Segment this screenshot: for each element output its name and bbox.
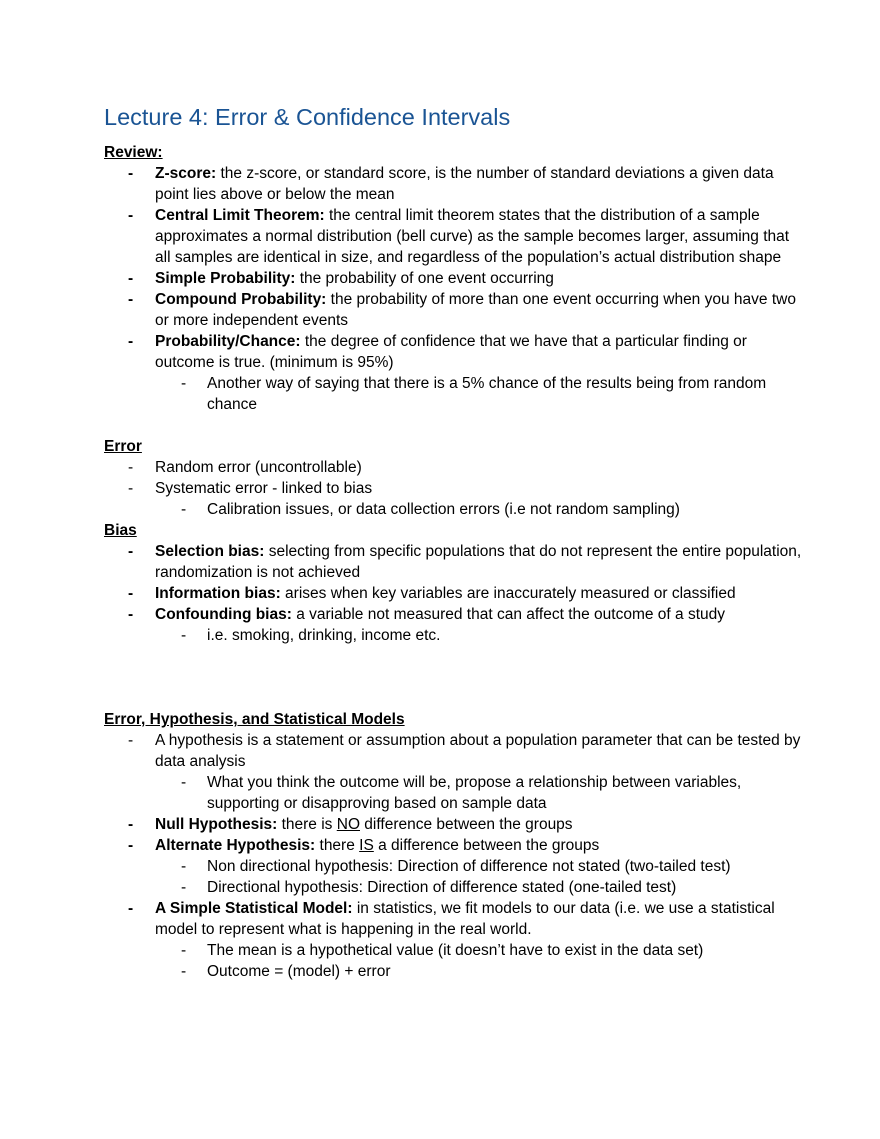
bullet-dash: - [128, 732, 134, 749]
bullet-dash: - [128, 543, 134, 560]
term-compound-probability: Compound Probability: [155, 291, 327, 308]
sub-item-text: What you think the outcome will be, propose a relationship between variables, supporting or disapproving based on sample data [207, 774, 742, 812]
sub-item-outcome [155, 772, 804, 814]
review-heading: Review: [104, 144, 163, 161]
bullet-dash: - [181, 501, 187, 518]
list-item-z-score [104, 163, 804, 205]
definition-z-score: the z-score, or standard score, is the number of standard deviations a given data point lies above or below the mean [155, 165, 774, 203]
bullet-dash: - [128, 291, 134, 308]
item-text: A hypothesis is a statement or assumption about a population parameter that can be tested by data analysis [155, 732, 801, 770]
sub-item-examples [155, 625, 804, 646]
sub-list [155, 373, 804, 415]
bullet-dash: - [128, 207, 134, 224]
emphasis-is: IS [359, 837, 374, 854]
bullet-dash: - [181, 774, 187, 791]
definition-compound-probability: the probability of more than one event occurring when you have two or more independent events [155, 291, 796, 329]
bullet-dash: - [181, 942, 187, 959]
list-item-random-error [104, 457, 804, 478]
text-part: a difference between the groups [373, 837, 600, 854]
bias-heading: Bias [104, 522, 137, 539]
sub-list [155, 625, 804, 646]
term-null-hypothesis: Null Hypothesis: [155, 816, 278, 833]
sub-list [155, 499, 804, 520]
bullet-dash: - [181, 375, 187, 392]
sub-item-text: i.e. smoking, drinking, income etc. [207, 627, 441, 644]
term-simple-probability: Simple Probability: [155, 270, 296, 287]
list-item-selection-bias [104, 541, 804, 583]
bullet-dash: - [128, 900, 134, 917]
definition-selection-bias: selecting from specific populations that do not represent the entire population, randomization is not achieved [155, 543, 802, 581]
definition-simple-statistical-model: in statistics, we fit models to our data (i.e. we use a statistical model to represent what is happening in the real world. [155, 900, 775, 938]
list-item-null-hypothesis [104, 814, 804, 835]
error-heading: Error [104, 438, 142, 455]
item-text: Systematic error - linked to bias [155, 480, 373, 497]
models-heading: Error, Hypothesis, and Statistical Models [104, 711, 405, 728]
sub-list [155, 772, 804, 814]
list-item-compound-probability [104, 289, 804, 331]
definition-simple-probability: the probability of one event occurring [295, 270, 554, 287]
spacer [104, 415, 804, 436]
term-information-bias: Information bias: [155, 585, 281, 602]
term-central-limit-theorem: Central Limit Theorem: [155, 207, 325, 224]
bullet-dash: - [128, 585, 134, 602]
sub-list [155, 856, 804, 898]
spacer [104, 646, 804, 709]
list-item-systematic-error [104, 478, 804, 520]
bullet-dash: - [128, 837, 134, 854]
bullet-dash: - [181, 858, 187, 875]
sub-item-text: Outcome = (model) + error [207, 963, 391, 980]
definition-probability-chance: the degree of confidence that we have that a particular finding or outcome is true. (minimum is 95%) [155, 333, 747, 371]
item-text: Random error (uncontrollable) [155, 459, 362, 476]
list-item-simple-probability [104, 268, 804, 289]
bullet-dash: - [181, 879, 187, 896]
bullet-dash: - [128, 165, 134, 182]
sub-item-text: The mean is a hypothetical value (it doesn’t have to exist in the data set) [207, 942, 704, 959]
list-item-simple-statistical-model [104, 898, 804, 982]
definition-information-bias: arises when key variables are inaccurately measured or classified [280, 585, 736, 602]
error-list [104, 457, 804, 520]
sub-item-random-chance [155, 373, 804, 415]
list-item-hypothesis [104, 730, 804, 814]
definition-central-limit-theorem: the central limit theorem states that the distribution of a sample approximates a normal distribution (bell curve) as the sample becomes larger, assuming that all samples are identical in size, and regardless of the population’s actual distribution shape [155, 207, 790, 266]
sub-item-text: Another way of saying that there is a 5% chance of the results being from random chance [207, 375, 767, 413]
page-title: Lecture 4: Error & Confidence Intervals [104, 104, 511, 130]
text-part: there is [277, 816, 337, 833]
sub-item-text: Calibration issues, or data collection errors (i.e not random sampling) [207, 501, 680, 518]
sub-item-text: Directional hypothesis: Direction of difference stated (one-tailed test) [207, 879, 677, 896]
list-item-confounding-bias [104, 604, 804, 646]
bullet-dash: - [128, 459, 134, 476]
term-probability-chance: Probability/Chance: [155, 333, 301, 350]
term-confounding-bias: Confounding bias: [155, 606, 292, 623]
term-z-score: Z-score: [155, 165, 217, 182]
list-item-probability-chance [104, 331, 804, 415]
term-simple-statistical-model: A Simple Statistical Model: [155, 900, 353, 917]
bias-list [104, 541, 804, 646]
bullet-dash: - [128, 606, 134, 623]
sub-item-text: Non directional hypothesis: Direction of difference not stated (two-tailed test) [207, 858, 731, 875]
emphasis-no: NO [336, 816, 360, 833]
list-item-information-bias [104, 583, 804, 604]
bullet-dash: - [128, 816, 134, 833]
review-list [104, 163, 804, 415]
sub-item-non-directional [155, 856, 804, 877]
models-list [104, 730, 804, 982]
bullet-dash: - [181, 963, 187, 980]
sub-item-outcome-formula [155, 961, 804, 982]
text-part: there [315, 837, 360, 854]
bullet-dash: - [181, 627, 187, 644]
list-item-alternate-hypothesis [104, 835, 804, 898]
bullet-dash: - [128, 333, 134, 350]
sub-item-calibration [155, 499, 804, 520]
document-body [104, 142, 804, 982]
sub-list [155, 940, 804, 982]
definition-confounding-bias: a variable not measured that can affect the outcome of a study [291, 606, 726, 623]
term-alternate-hypothesis: Alternate Hypothesis: [155, 837, 316, 854]
term-selection-bias: Selection bias: [155, 543, 265, 560]
bullet-dash: - [128, 270, 134, 287]
text-part: difference between the groups [360, 816, 573, 833]
list-item-central-limit-theorem [104, 205, 804, 268]
sub-item-mean [155, 940, 804, 961]
sub-item-directional [155, 877, 804, 898]
bullet-dash: - [128, 480, 134, 497]
